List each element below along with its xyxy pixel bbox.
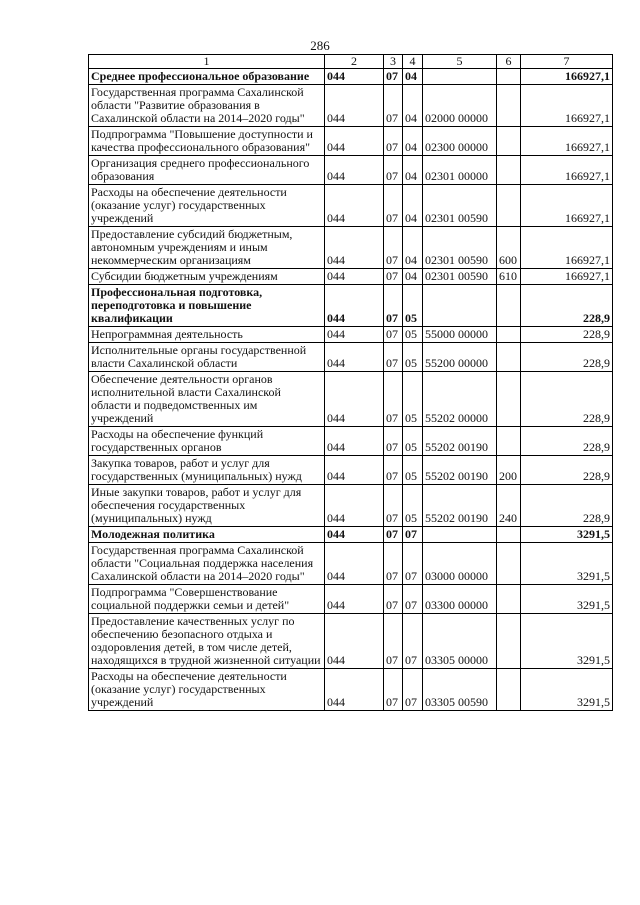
cell-c3: 07 xyxy=(384,269,403,285)
cell-c3: 07 xyxy=(384,327,403,343)
table-row xyxy=(89,614,613,669)
cell-amount: 166927,1 xyxy=(521,185,613,227)
cell-c2: 044 xyxy=(325,85,384,127)
cell-c5: 55000 00000 xyxy=(423,327,497,343)
cell-c4: 07 xyxy=(403,585,423,614)
cell-c4: 05 xyxy=(403,285,423,327)
header-cell: 4 xyxy=(403,55,423,69)
table-row xyxy=(89,69,613,85)
cell-c5: 55202 00000 xyxy=(423,372,497,427)
budget-table xyxy=(88,54,613,711)
cell-amount: 3291,5 xyxy=(521,669,613,711)
table-row xyxy=(89,269,613,285)
header-cell: 7 xyxy=(521,55,613,69)
cell-amount: 3291,5 xyxy=(521,614,613,669)
cell-c2: 044 xyxy=(325,285,384,327)
cell-name: Государственная программа Сахалинской области "Развитие образования в Сахалинской области на 2014–2020 годы" xyxy=(89,85,325,127)
cell-amount: 166927,1 xyxy=(521,85,613,127)
cell-c6 xyxy=(497,327,521,343)
cell-amount: 166927,1 xyxy=(521,269,613,285)
cell-c2: 044 xyxy=(325,327,384,343)
header-cell: 5 xyxy=(423,55,497,69)
cell-c2: 044 xyxy=(325,485,384,527)
header-cell: 2 xyxy=(325,55,384,69)
cell-name: Подпрограмма "Повышение доступности и качества профессионального образования" xyxy=(89,127,325,156)
cell-c5: 03300 00000 xyxy=(423,585,497,614)
cell-c3: 07 xyxy=(384,614,403,669)
table-row xyxy=(89,156,613,185)
cell-amount: 228,9 xyxy=(521,427,613,456)
cell-c6 xyxy=(497,614,521,669)
cell-c4: 05 xyxy=(403,372,423,427)
table-row xyxy=(89,543,613,585)
cell-c3: 07 xyxy=(384,372,403,427)
cell-c5 xyxy=(423,285,497,327)
cell-c6 xyxy=(497,372,521,427)
cell-c6 xyxy=(497,669,521,711)
cell-c2: 044 xyxy=(325,585,384,614)
cell-c3: 07 xyxy=(384,285,403,327)
cell-c4: 05 xyxy=(403,485,423,527)
cell-c4: 04 xyxy=(403,156,423,185)
cell-c3: 07 xyxy=(384,156,403,185)
cell-amount: 228,9 xyxy=(521,327,613,343)
table-row xyxy=(89,669,613,711)
cell-c3: 07 xyxy=(384,427,403,456)
cell-name: Расходы на обеспечение функций государственных органов xyxy=(89,427,325,456)
cell-name: Подпрограмма "Совершенствование социальной поддержки семьи и детей" xyxy=(89,585,325,614)
cell-name: Организация среднего профессионального образования xyxy=(89,156,325,185)
cell-c5: 55202 00190 xyxy=(423,485,497,527)
cell-c5: 02301 00590 xyxy=(423,185,497,227)
cell-c2: 044 xyxy=(325,527,384,543)
cell-c4: 05 xyxy=(403,343,423,372)
cell-c2: 044 xyxy=(325,427,384,456)
cell-c2: 044 xyxy=(325,269,384,285)
header-cell: 1 xyxy=(89,55,325,69)
cell-amount: 228,9 xyxy=(521,456,613,485)
cell-name: Предоставление качественных услуг по обеспечению безопасного отдыха и оздоровления детей, в том числе детей, находящихся в трудной жизненной ситуации xyxy=(89,614,325,669)
cell-c6 xyxy=(497,156,521,185)
cell-c2: 044 xyxy=(325,543,384,585)
cell-name: Предоставление субсидий бюджетным, автономным учреждениям и иным некоммерческим организациям xyxy=(89,227,325,269)
table-row xyxy=(89,427,613,456)
cell-c6 xyxy=(497,69,521,85)
cell-c3: 07 xyxy=(384,527,403,543)
cell-c3: 07 xyxy=(384,127,403,156)
cell-name: Расходы на обеспечение деятельности (оказание услуг) государственных учреждений xyxy=(89,185,325,227)
cell-c5: 03305 00000 xyxy=(423,614,497,669)
cell-c5: 55202 00190 xyxy=(423,427,497,456)
page-number: 286 xyxy=(310,38,330,53)
cell-amount: 166927,1 xyxy=(521,127,613,156)
cell-c6: 600 xyxy=(497,227,521,269)
cell-c6: 240 xyxy=(497,485,521,527)
cell-c6: 610 xyxy=(497,269,521,285)
table-row xyxy=(89,485,613,527)
cell-c5: 02301 00590 xyxy=(423,227,497,269)
cell-c4: 05 xyxy=(403,456,423,485)
cell-c6 xyxy=(497,427,521,456)
header-cell: 6 xyxy=(497,55,521,69)
cell-c6 xyxy=(497,85,521,127)
cell-c4: 04 xyxy=(403,85,423,127)
cell-name: Субсидии бюджетным учреждениям xyxy=(89,269,325,285)
cell-c4: 05 xyxy=(403,327,423,343)
cell-name: Иные закупки товаров, работ и услуг для обеспечения государственных (муниципальных) нужд xyxy=(89,485,325,527)
cell-c6 xyxy=(497,185,521,227)
table-row xyxy=(89,85,613,127)
cell-c4: 04 xyxy=(403,185,423,227)
table-row xyxy=(89,185,613,227)
cell-c3: 07 xyxy=(384,543,403,585)
cell-amount: 166927,1 xyxy=(521,156,613,185)
cell-c2: 044 xyxy=(325,456,384,485)
table-row xyxy=(89,372,613,427)
cell-c5: 02000 00000 xyxy=(423,85,497,127)
cell-name: Среднее профессиональное образование xyxy=(89,69,325,85)
cell-c2: 044 xyxy=(325,156,384,185)
cell-amount: 228,9 xyxy=(521,372,613,427)
cell-name: Непрограммная деятельность xyxy=(89,327,325,343)
cell-c6 xyxy=(497,343,521,372)
cell-name: Расходы на обеспечение деятельности (оказание услуг) государственных учреждений xyxy=(89,669,325,711)
table-row xyxy=(89,585,613,614)
cell-c6: 200 xyxy=(497,456,521,485)
cell-c5 xyxy=(423,527,497,543)
cell-c5: 55200 00000 xyxy=(423,343,497,372)
cell-c4: 07 xyxy=(403,543,423,585)
cell-amount: 3291,5 xyxy=(521,585,613,614)
table-row xyxy=(89,456,613,485)
cell-c5: 03305 00590 xyxy=(423,669,497,711)
table-row xyxy=(89,327,613,343)
cell-name: Профессиональная подготовка, переподготовка и повышение квалификации xyxy=(89,285,325,327)
cell-amount: 228,9 xyxy=(521,343,613,372)
cell-c3: 07 xyxy=(384,185,403,227)
cell-c2: 044 xyxy=(325,127,384,156)
cell-c5: 03000 00000 xyxy=(423,543,497,585)
cell-c3: 07 xyxy=(384,343,403,372)
cell-c4: 04 xyxy=(403,69,423,85)
cell-c4: 04 xyxy=(403,227,423,269)
cell-c2: 044 xyxy=(325,614,384,669)
cell-name: Молодежная политика xyxy=(89,527,325,543)
cell-c4: 07 xyxy=(403,614,423,669)
cell-amount: 228,9 xyxy=(521,285,613,327)
cell-c4: 07 xyxy=(403,527,423,543)
cell-amount: 3291,5 xyxy=(521,543,613,585)
cell-c5: 02301 00000 xyxy=(423,156,497,185)
cell-c3: 07 xyxy=(384,456,403,485)
cell-c3: 07 xyxy=(384,85,403,127)
cell-c6 xyxy=(497,527,521,543)
cell-c6 xyxy=(497,543,521,585)
cell-c2: 044 xyxy=(325,69,384,85)
cell-c4: 05 xyxy=(403,427,423,456)
cell-amount: 166927,1 xyxy=(521,227,613,269)
cell-c2: 044 xyxy=(325,227,384,269)
cell-c3: 07 xyxy=(384,669,403,711)
cell-c6 xyxy=(497,127,521,156)
cell-amount: 228,9 xyxy=(521,485,613,527)
cell-c5: 02301 00590 xyxy=(423,269,497,285)
cell-c5 xyxy=(423,69,497,85)
cell-c6 xyxy=(497,285,521,327)
cell-c2: 044 xyxy=(325,669,384,711)
cell-c2: 044 xyxy=(325,343,384,372)
cell-c4: 07 xyxy=(403,669,423,711)
cell-c4: 04 xyxy=(403,127,423,156)
cell-c2: 044 xyxy=(325,185,384,227)
cell-amount: 3291,5 xyxy=(521,527,613,543)
header-cell: 3 xyxy=(384,55,403,69)
cell-c5: 02300 00000 xyxy=(423,127,497,156)
table-row xyxy=(89,343,613,372)
cell-amount: 166927,1 xyxy=(521,69,613,85)
cell-c3: 07 xyxy=(384,69,403,85)
table-row xyxy=(89,527,613,543)
cell-c3: 07 xyxy=(384,227,403,269)
cell-c4: 04 xyxy=(403,269,423,285)
table-row xyxy=(89,127,613,156)
cell-c5: 55202 00190 xyxy=(423,456,497,485)
header-row xyxy=(89,55,613,69)
cell-c3: 07 xyxy=(384,485,403,527)
cell-name: Государственная программа Сахалинской области "Социальная поддержка населения Сахалинской области на 2014–2020 годы" xyxy=(89,543,325,585)
cell-name: Обеспечение деятельности органов исполнительной власти Сахалинской области и подведомственных им учреждений xyxy=(89,372,325,427)
cell-c6 xyxy=(497,585,521,614)
cell-c2: 044 xyxy=(325,372,384,427)
table-row xyxy=(89,227,613,269)
cell-c3: 07 xyxy=(384,585,403,614)
cell-name: Закупка товаров, работ и услуг для государственных (муниципальных) нужд xyxy=(89,456,325,485)
table-row xyxy=(89,285,613,327)
cell-name: Исполнительные органы государственной власти Сахалинской области xyxy=(89,343,325,372)
